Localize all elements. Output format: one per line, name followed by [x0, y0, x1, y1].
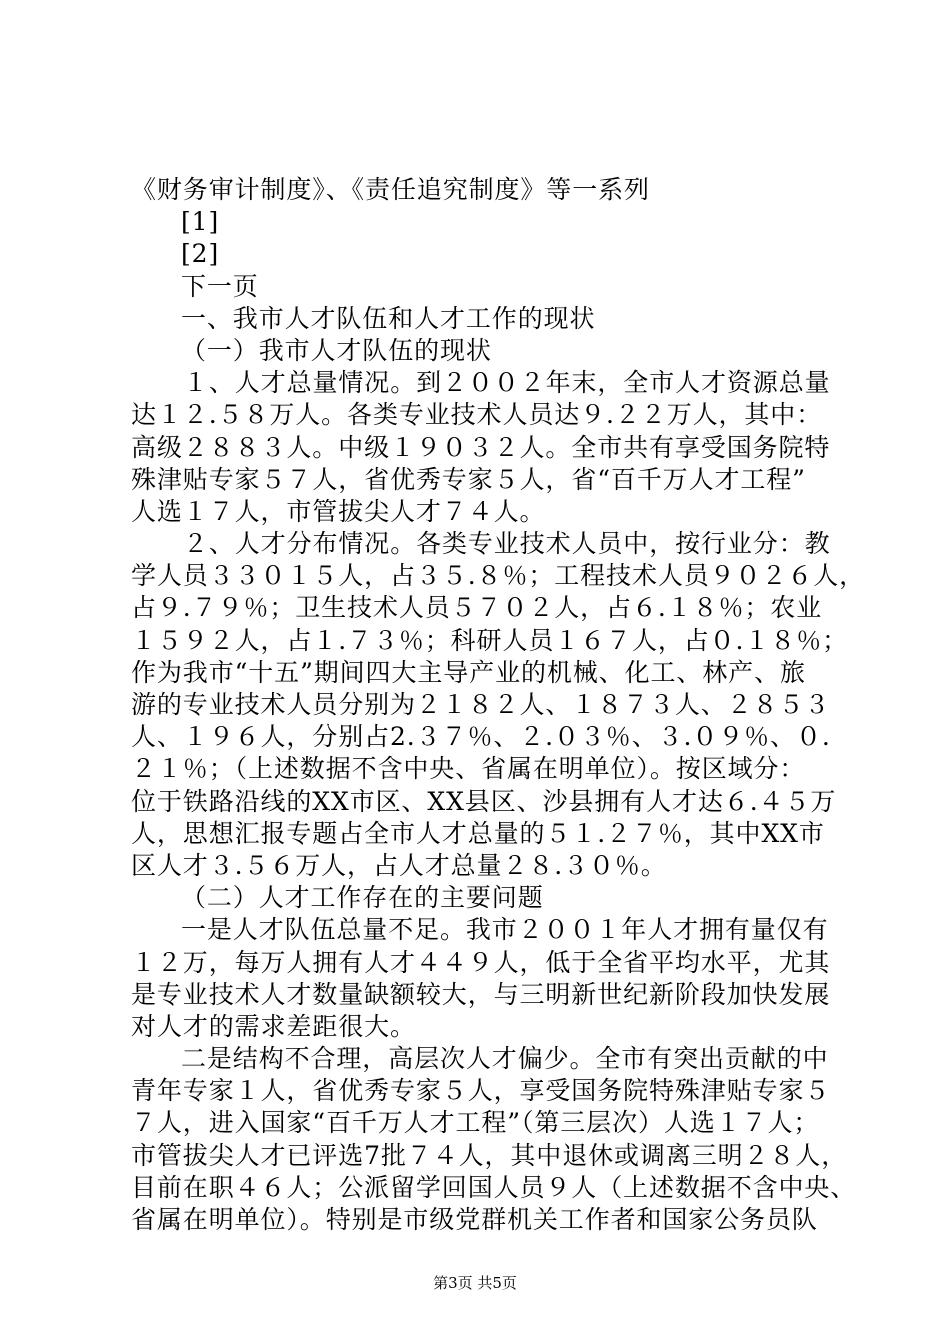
text-line: ２、人才分布情况。各类专业技术人员中，按行业分：教: [183, 529, 831, 559]
document-body: [131, 174, 866, 1236]
text-line: [2]: [181, 239, 220, 269]
text-line: 区人才３.５６万人，占人才总量２８.３０％。: [131, 850, 667, 880]
text-line: 目前在职４６人；公派留学回国人员９人（上述数据不含中央、: [131, 1172, 857, 1202]
text-line: ７人，进入国家“百千万人才工程”（第三层次）人选１７人；: [131, 1108, 820, 1138]
text-line: 达１２.５８万人。各类专业技术人员达９.２２万人，其中：: [131, 400, 823, 430]
text-line: 人、１９６人，分别占2.３７％、２.０３％、３.０９％、０.: [131, 722, 831, 752]
subsection-heading: （一）我市人才队伍的现状: [181, 335, 492, 365]
section-heading: 一、我市人才队伍和人才工作的现状: [181, 303, 596, 333]
text-line: ２１％；（上述数据不含中央、省属在明单位）。按区域分：: [131, 754, 806, 784]
text-line: 作为我市“十五”期间四大主导产业的机械、化工、林产、旅: [131, 657, 806, 687]
text-line: 青年专家１人，省优秀专家５人，享受国务院特殊津贴专家５: [131, 1076, 831, 1106]
text-line: 占９.７９％；卫生技术人员５７０２人，占６.１８％；农业: [131, 593, 823, 623]
next-page-link: 下一页: [181, 271, 259, 301]
text-line: 市管拔尖人才已评选7批７４人，其中退休或调离三明２８人，: [131, 1140, 848, 1170]
text-line: 二是结构不合理，高层次人才偏少。全市有突出贡献的中: [181, 1044, 829, 1074]
text-line: １２万，每万人拥有人才４４９人，低于全省平均水平，尤其: [131, 947, 831, 977]
text-line: 游的专业技术人员分别为２１８２人、１８７３人、２８５３: [131, 690, 831, 719]
text-line: 人，思想汇报专题占全市人才总量的５１.２７％，其中XX市: [131, 818, 825, 848]
text-line: 位于铁路沿线的XX市区、XX县区、沙县拥有人才达６.４５万: [131, 786, 837, 816]
subsection-heading: （二）人才工作存在的主要问题: [181, 883, 544, 913]
text-line: 《财务审计制度》、《责任追究制度》等一系列: [131, 175, 650, 204]
text-line: 是专业技术人才数量缺额较大，与三明新世纪新阶段加快发展: [131, 979, 831, 1009]
text-line: 省属在明单位）。特别是市级党群机关工作者和国家公务员队: [131, 1205, 818, 1234]
text-line: [1]: [181, 207, 220, 237]
text-line: 人选１７人，市管拔尖人才７４人。: [131, 496, 546, 526]
text-line: １、人才总量情况。到２００２年末，全市人才资源总量: [183, 368, 831, 398]
text-line: 一是人才队伍总量不足。我市２００１年人才拥有量仅有: [181, 915, 829, 945]
text-line: 殊津贴专家５７人，省优秀专家５人，省“百千万人才工程”: [131, 464, 806, 494]
text-line: １５９２人，占１.７３％；科研人员１６７人，占０.１８％；: [131, 625, 848, 655]
text-line: 对人才的需求差距很大。: [131, 1011, 416, 1041]
text-line: 学人员３３０１５人，占３５.８％；工程技术人员９０２６人，: [131, 561, 866, 591]
text-line: 高级２８８３人。中级１９０３２人。全市共有享受国务院特: [131, 432, 831, 462]
page-footer: 第3页 共5页: [433, 1274, 517, 1292]
